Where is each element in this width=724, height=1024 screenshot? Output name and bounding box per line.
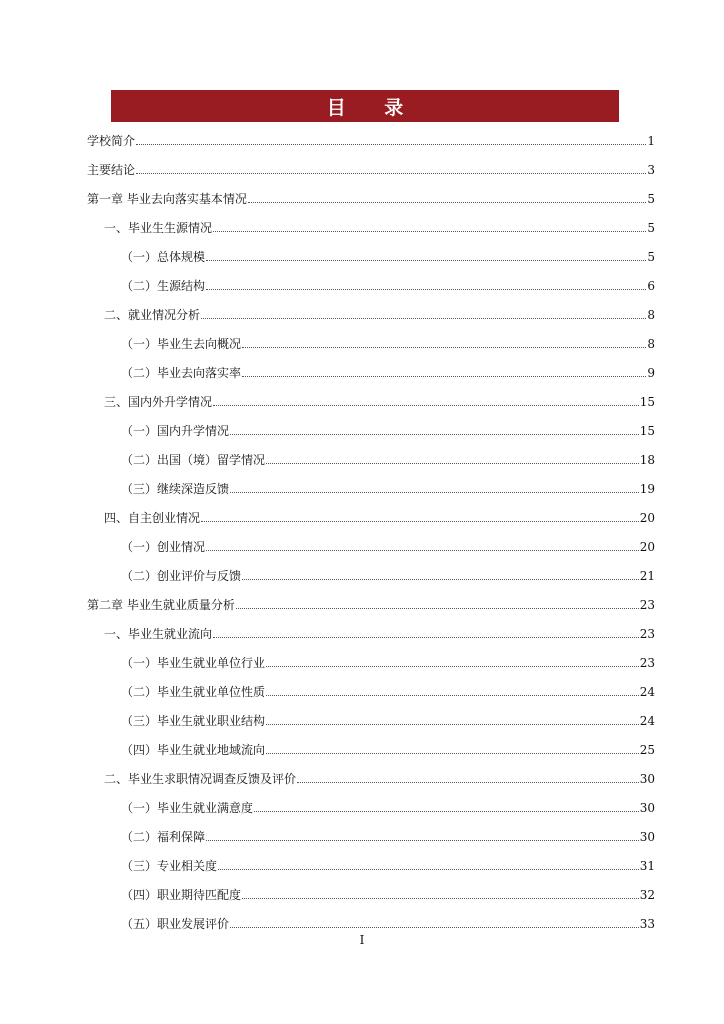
dot-leader [242,579,639,580]
toc-entry-title: （四）毕业生就业地域流向 [121,743,266,757]
toc-entry-title: （五）职业发展评价 [121,917,230,931]
toc-entry-title: （二）福利保障 [121,830,206,844]
dot-leader [242,898,639,899]
toc-entry-title: 一、毕业生就业流向 [104,627,213,641]
toc-entry-page: 24 [639,685,655,699]
toc-entry-page: 15 [639,395,655,409]
toc-entry-page: 31 [639,859,655,873]
dot-leader [201,318,646,319]
dot-leader [213,231,646,232]
toc-entry-page: 5 [647,250,655,264]
toc-entry-page: 30 [639,772,655,786]
toc-entry[interactable] [121,333,655,351]
dot-leader [213,637,639,638]
toc-entry-page: 5 [647,221,655,235]
toc-entry[interactable] [87,159,655,177]
dot-leader [206,840,639,841]
toc-entry-title: （一）毕业生就业满意度 [121,801,254,815]
toc-entry-title: （二）出国（境）留学情况 [121,453,266,467]
dot-leader [206,550,639,551]
toc-entry-title: （二）毕业去向落实率 [121,366,242,380]
dot-leader [266,724,639,725]
toc-entry-title: 第一章 毕业去向落实基本情况 [87,192,247,206]
toc-entry-page: 30 [639,830,655,844]
toc-entry[interactable] [87,594,655,612]
toc-entry-title: （一）毕业生去向概况 [121,337,242,351]
toc-entry[interactable] [121,739,655,757]
toc-entry-title: （三）继续深造反馈 [121,482,230,496]
toc-entry-page: 5 [647,192,655,206]
toc-entry-page: 3 [647,163,655,177]
toc-entry[interactable] [104,391,655,409]
toc-entry-title: （一）毕业生就业单位行业 [121,656,266,670]
toc-entry[interactable] [87,130,655,148]
toc-entry[interactable] [87,188,655,206]
toc-entry-page: 18 [639,453,655,467]
dot-leader [218,869,639,870]
toc-entry-title: 一、毕业生生源情况 [104,221,213,235]
toc-entry-title: （二）毕业生就业单位性质 [121,685,266,699]
dot-leader [266,463,639,464]
toc-entry[interactable] [104,768,655,786]
toc-entry-title: （二）生源结构 [121,279,206,293]
dot-leader [242,347,646,348]
toc-entry-page: 23 [639,627,655,641]
toc-entry[interactable] [121,420,655,438]
toc-entry[interactable] [104,217,655,235]
toc-entry-page: 8 [647,337,655,351]
toc-entry[interactable] [121,362,655,380]
toc-entry[interactable] [121,652,655,670]
toc-entry-page: 20 [639,511,655,525]
toc-entry-page: 20 [639,540,655,554]
toc-entry-title: 四、自主创业情况 [104,511,201,525]
toc-entry-page: 9 [647,366,655,380]
dot-leader [230,492,639,493]
toc-entry-title: 二、就业情况分析 [104,308,201,322]
toc-entry[interactable] [121,826,655,844]
dot-leader [230,927,639,928]
toc-entry[interactable] [121,710,655,728]
toc-entry-title: 三、国内外升学情况 [104,395,213,409]
toc-entry-page: 30 [639,801,655,815]
toc-entry-title: （四）职业期待匹配度 [121,888,242,902]
toc-entry[interactable] [104,623,655,641]
toc-entry-title: 第二章 毕业生就业质量分析 [87,598,235,612]
dot-leader [266,666,639,667]
dot-leader [136,173,646,174]
toc-entry[interactable] [121,913,655,931]
toc-entry[interactable] [104,507,655,525]
toc-entry[interactable] [121,884,655,902]
dot-leader [136,144,646,145]
toc-entry[interactable] [121,275,655,293]
toc-entry-page: 23 [639,598,655,612]
toc-entry-page: 23 [639,656,655,670]
toc-entry-page: 8 [647,308,655,322]
toc-entry-title: （三）毕业生就业职业结构 [121,714,266,728]
dot-leader [266,695,639,696]
toc-entry[interactable] [121,855,655,873]
dot-leader [242,376,646,377]
toc-entry-title: 主要结论 [87,163,136,177]
toc-entry-title: （三）专业相关度 [121,859,218,873]
dot-leader [230,434,639,435]
toc-entry[interactable] [104,304,655,322]
toc-entry-title: （一）国内升学情况 [121,424,230,438]
toc-entry-page: 24 [639,714,655,728]
toc-entry[interactable] [121,681,655,699]
toc-heading: 目 录 [326,96,420,119]
toc-entry-title: 二、毕业生求职情况调查反馈及评价 [104,772,297,786]
dot-leader [213,405,639,406]
toc-entry[interactable] [121,449,655,467]
dot-leader [297,782,639,783]
dot-leader [206,260,646,261]
toc-entry-page: 25 [639,743,655,757]
toc-entry[interactable] [121,565,655,583]
toc-entry[interactable] [121,246,655,264]
dot-leader [201,521,639,522]
toc-entry-page: 21 [639,569,655,583]
toc-entry-page: 33 [639,917,655,931]
toc-entry-title: （一）总体规模 [121,250,206,264]
toc-entry[interactable] [121,478,655,496]
dot-leader [266,753,639,754]
toc-entry-page: 19 [639,482,655,496]
dot-leader [206,289,646,290]
toc-entry-page: 1 [647,134,655,148]
toc-entry[interactable] [121,797,655,815]
toc-entry-title: （二）创业评价与反馈 [121,569,242,583]
dot-leader [236,608,639,609]
toc-entry-page: 32 [639,888,655,902]
dot-leader [248,202,647,203]
toc-entry[interactable] [121,536,655,554]
page-number: I [359,933,365,947]
toc-entry-page: 6 [647,279,655,293]
toc-entry-page: 15 [639,424,655,438]
dot-leader [254,811,639,812]
toc-entry-title: 学校简介 [87,134,136,148]
toc-entry-title: （一）创业情况 [121,540,206,554]
